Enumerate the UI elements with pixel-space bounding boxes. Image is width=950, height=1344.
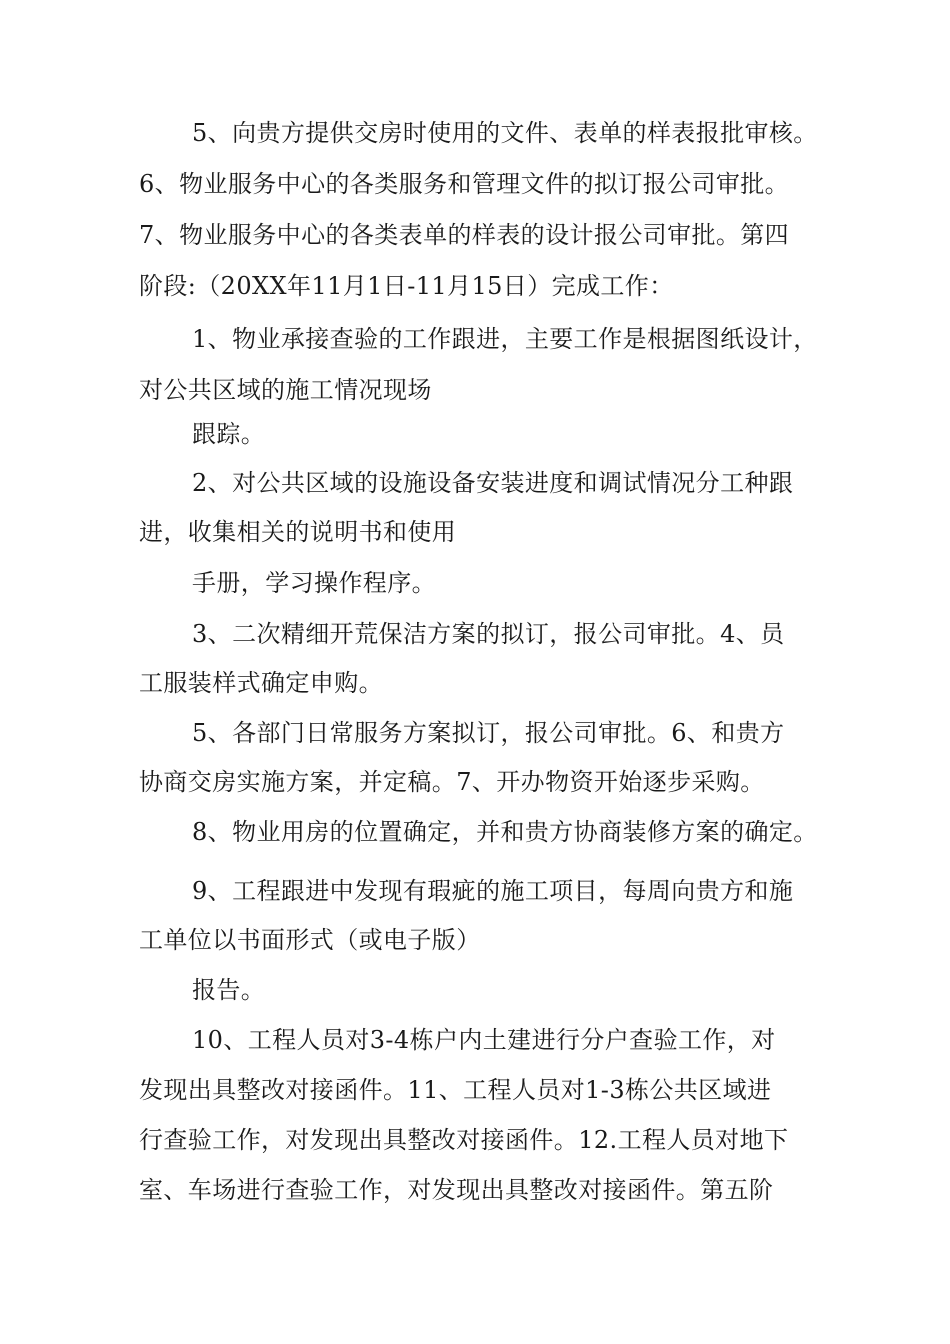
text-line-9: 进，收集相关的说明书和使用: [139, 518, 457, 546]
text-line-15: 8、物业用房的位置确定，并和贵方协商装修方案的确定。: [192, 818, 818, 846]
text-line-4: 阶段:（20XX年11月1日-11月15日）完成工作：: [139, 272, 674, 300]
text-line-22: 室、车场进行查验工作，对发现出具整改对接函件。第五阶: [139, 1176, 774, 1204]
text-line-12: 工服装样式确定申购。: [139, 669, 383, 697]
text-line-20: 发现出具整改对接函件。11、工程人员对1-3栋公共区域进: [139, 1076, 772, 1104]
text-line-10: 手册，学习操作程序。: [192, 569, 436, 597]
text-line-11: 3、二次精细开荒保洁方案的拟订，报公司审批。4、员: [192, 620, 785, 648]
text-line-16: 9、工程跟进中发现有瑕疵的施工项目，每周向贵方和施: [192, 877, 794, 905]
text-line-13: 5、各部门日常服务方案拟订，报公司审批。6、和贵方: [192, 719, 785, 747]
text-line-3: 7、物业服务中心的各类表单的样表的设计报公司审批。第四: [139, 221, 790, 249]
text-line-8: 2、对公共区域的设施设备安装进度和调试情况分工种跟: [192, 469, 794, 497]
text-line-2: 6、物业服务中心的各类服务和管理文件的拟订报公司审批。: [139, 170, 790, 198]
text-line-5: 1、物业承接查验的工作跟进，主要工作是根据图纸设计，: [192, 325, 818, 353]
text-line-18: 报告。: [192, 976, 266, 1004]
text-line-21: 行查验工作，对发现出具整改对接函件。12.工程人员对地下: [139, 1126, 789, 1154]
text-line-7: 跟踪。: [192, 420, 266, 448]
text-line-6: 对公共区域的施工情况现场: [139, 376, 432, 404]
text-line-19: 10、工程人员对3-4栋户内土建进行分户查验工作，对: [192, 1026, 776, 1054]
text-line-1: 5、向贵方提供交房时使用的文件、表单的样表报批审核。: [192, 119, 818, 147]
text-line-14: 协商交房实施方案，并定稿。7、开办物资开始逐步采购。: [139, 768, 765, 796]
text-line-17: 工单位以书面形式（或电子版）: [139, 926, 481, 954]
